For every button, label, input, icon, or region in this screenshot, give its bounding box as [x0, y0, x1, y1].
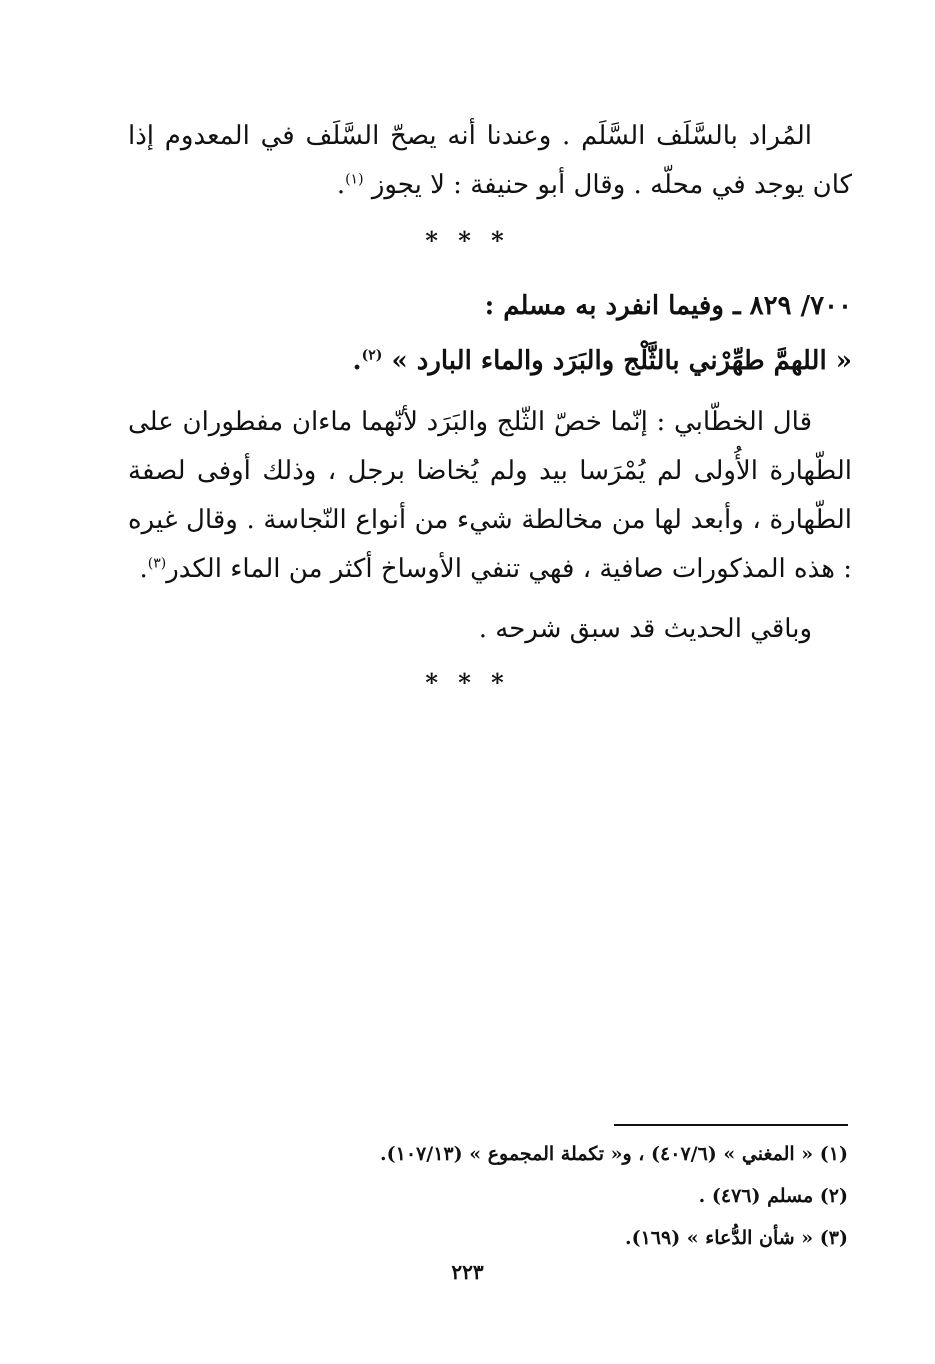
footnote-marker-3[interactable]: (٣)	[147, 555, 167, 572]
paragraph-salaf	[128, 112, 852, 210]
hadith-text	[128, 337, 852, 386]
hadith-heading: ٧٠٠/ ٨٢٩ ـ وفيما انفرد به مسلم :	[484, 291, 852, 321]
paragraph-salaf-text: المُراد بالسَّلَف السَّلَم . وعندنا أنه يصحّ السَّلَف في المعدوم إذا كان يوجد في محلّه . وقال أبو حنيفة : لا يجوز	[128, 121, 852, 200]
paragraph-remaining: وباقي الحديث قد سبق شرحه .	[478, 614, 812, 644]
page-number: ٢٢٣	[451, 1260, 484, 1284]
paragraph-salaf-end: .	[336, 170, 346, 200]
hadith-quote: « اللهمَّ طهِّرْني بالثَّلْج والبَرَد والماء البارد »	[391, 346, 852, 376]
footnote-3: (٣) « شأن الدُّعاء » (١٦٩).	[624, 1227, 848, 1249]
paragraph-khattabi-text: قال الخطّابي : إنّما خصّ الثّلج والبَرَد لأنّهما ماءان مفطوران على الطّهارة الأُولى لم يُمْرَسا بيد ولم يُخاضا برجل ، وذلك أوفى لصفة الطّهارة ، وأبعد لها من مخالطة شيء من أنواع النّجاسة . وقال غيره : هذه المذكورات صافية ، فهي تنفي الأوساخ أكثر من الماء الكدر	[128, 407, 852, 584]
section-separator: * * *	[425, 226, 510, 255]
footnote-2: (٢) مسلم (٤٧٦) .	[698, 1185, 848, 1207]
footnote-marker-1[interactable]: (١)	[345, 171, 364, 188]
footnote-divider	[614, 1124, 848, 1126]
hadith-end: .	[352, 346, 362, 376]
footnotes	[300, 1133, 848, 1259]
footnote-marker-2[interactable]: (٢)	[361, 347, 383, 364]
footnote-1: (١) « المغني » (٤٠٧/٦) ، و« تكملة المجموع » (١٠٧/١٣).	[380, 1143, 848, 1165]
paragraph-khattabi	[128, 398, 852, 594]
section-separator: * * *	[425, 668, 510, 697]
paragraph-khattabi-end: .	[139, 554, 148, 584]
